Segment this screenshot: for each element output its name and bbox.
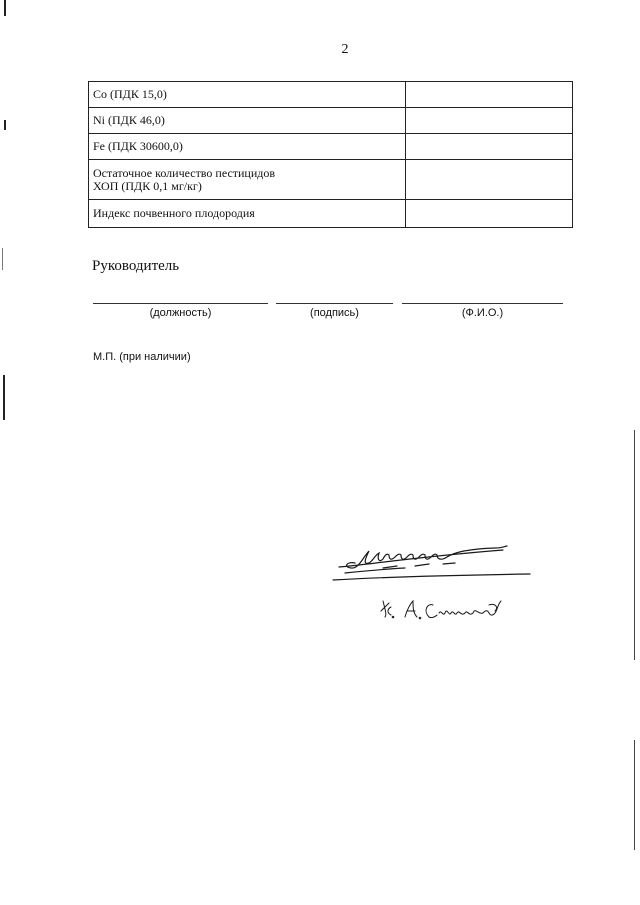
table-row	[89, 134, 573, 160]
table-cell-label: Co (ПДК 15,0)	[89, 82, 406, 108]
position-caption: (должность)	[149, 307, 212, 319]
margin-mark	[2, 248, 3, 270]
table-cell-label: Остаточное количество пестицидов ХОП (ПДК 0,1 мг/кг)	[89, 160, 406, 200]
table-cell-value	[406, 134, 573, 160]
stamp-note: М.П. (при наличии)	[93, 351, 191, 363]
handwritten-signature	[325, 535, 540, 630]
table-cell-label: Fe (ПДК 30600,0)	[89, 134, 406, 160]
name-line	[402, 303, 563, 304]
table-cell-value	[406, 108, 573, 134]
table-row	[89, 82, 573, 108]
table-row	[89, 108, 573, 134]
table-cell-value	[406, 160, 573, 200]
margin-mark	[3, 375, 5, 420]
table-row	[89, 160, 573, 200]
name-caption: (Ф.И.О.)	[461, 307, 504, 319]
parameters-table	[88, 81, 573, 228]
margin-mark	[634, 740, 635, 850]
position-line	[93, 303, 268, 304]
table-row	[89, 200, 573, 228]
margin-mark	[4, 120, 6, 130]
handwritten-name: Х. А. Симашев	[325, 535, 332, 536]
table-cell-value	[406, 82, 573, 108]
table-cell-label: Индекс почвенного плодородия	[89, 200, 406, 228]
signature-block-title: Руководитель	[92, 258, 180, 274]
margin-mark	[634, 430, 635, 660]
table-cell-label: Ni (ПДК 46,0)	[89, 108, 406, 134]
table-cell-value	[406, 200, 573, 228]
signature-line	[276, 303, 393, 304]
page-number: 2	[341, 42, 349, 57]
signature-caption: (подпись)	[310, 307, 359, 319]
margin-mark	[4, 0, 6, 16]
